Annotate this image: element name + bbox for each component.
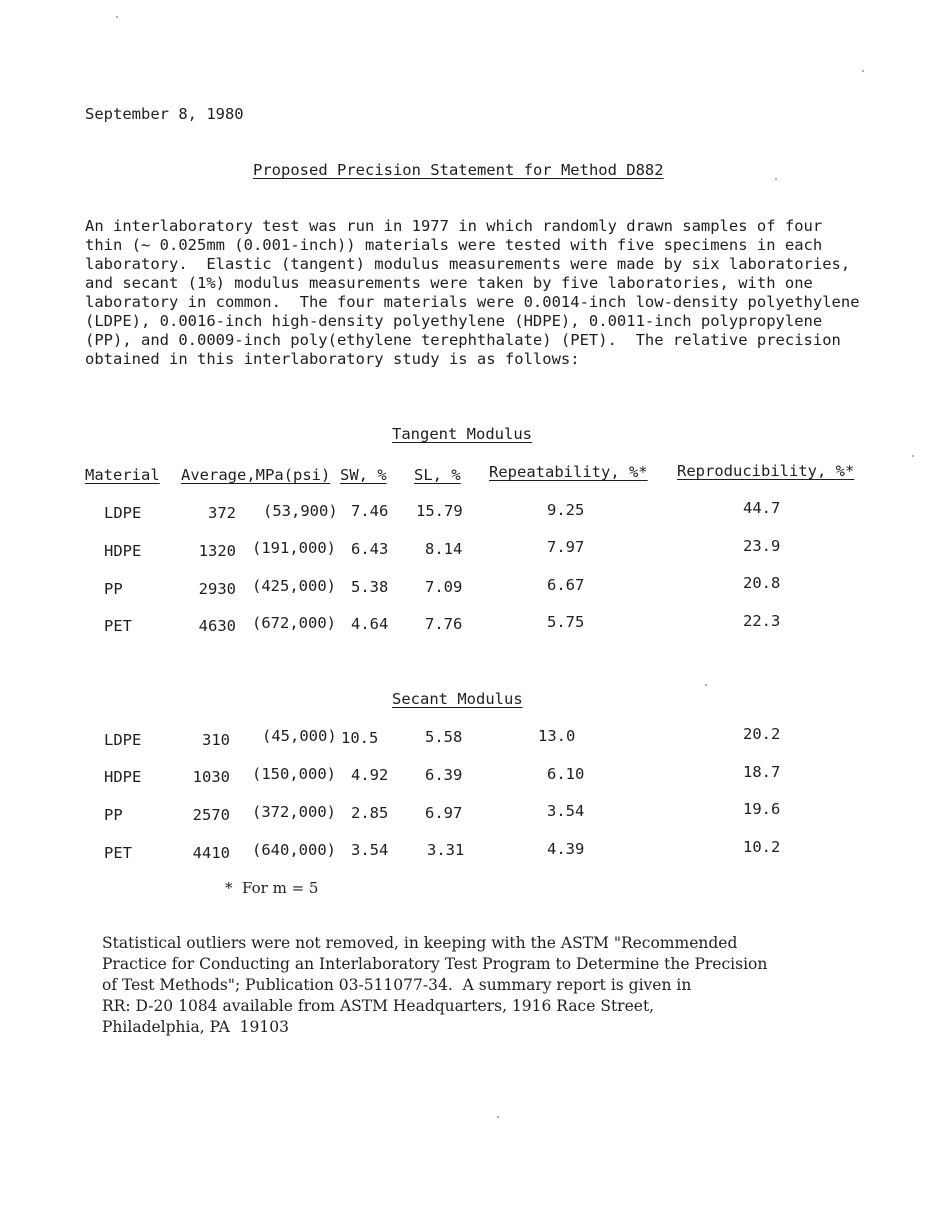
table-cell-psi: (191,000) <box>252 539 336 557</box>
scan-speck <box>912 455 914 457</box>
table-cell-sw: 6.43 <box>351 540 389 558</box>
paragraph-line: (PP), and 0.0009-inch poly(ethylene terephthalate) (PET). The relative precision <box>85 331 841 349</box>
paragraph-line: thin (~ 0.025mm (0.001-inch)) materials were tested with five specimens in each <box>85 236 823 254</box>
table-cell-material: LDPE <box>104 504 142 522</box>
table-cell-material: HDPE <box>104 768 142 786</box>
document-title: Proposed Precision Statement for Method D882 <box>253 161 664 179</box>
header-repeatability: Repeatability, %* <box>489 463 648 481</box>
table-cell-psi: (150,000) <box>252 765 336 783</box>
table-cell-sl: 15.79 <box>416 502 463 520</box>
header-sw: SW, % <box>340 466 387 484</box>
table-cell-material: PP <box>104 580 123 598</box>
table-cell-repeatability: 4.39 <box>547 840 585 858</box>
header-sl: SL, % <box>414 466 461 484</box>
table-cell-reproducibility: 19.6 <box>743 800 781 818</box>
paragraph-line: An interlaboratory test was run in 1977 in which randomly drawn samples of four <box>85 217 823 235</box>
footer-line: Statistical outliers were not removed, in keeping with the ASTM "Recommended <box>102 934 738 952</box>
table-cell-reproducibility: 20.2 <box>743 725 781 743</box>
paragraph-line: and secant (1%) modulus measurements were taken by five laboratories, with one <box>85 274 813 292</box>
header-material: Material <box>85 466 160 484</box>
table-cell-sw: 3.54 <box>351 841 389 859</box>
table-cell-sw: 7.46 <box>351 502 389 520</box>
table-cell-sl: 7.76 <box>425 615 463 633</box>
scan-speck <box>705 684 707 686</box>
table-cell-sl: 8.14 <box>425 540 463 558</box>
table-cell-sw: 4.64 <box>351 615 389 633</box>
table-cell-repeatability: 5.75 <box>547 613 585 631</box>
paragraph-line: laboratory in common. The four materials were 0.0014-inch low-density polyethylene <box>85 293 860 311</box>
scan-speck <box>862 70 864 72</box>
footer-line: RR: D-20 1084 available from ASTM Headquarters, 1916 Race Street, <box>102 997 655 1015</box>
intro-paragraph <box>85 217 885 369</box>
table-cell-psi: (372,000) <box>252 803 336 821</box>
table-cell-psi: (425,000) <box>252 577 336 595</box>
table-cell-mpa: 372 <box>208 504 236 522</box>
secant-modulus-heading: Secant Modulus <box>392 690 523 708</box>
table-cell-sw: 5.38 <box>351 578 389 596</box>
scan-speck <box>497 1116 499 1118</box>
scan-speck <box>775 178 777 180</box>
tangent-modulus-heading: Tangent Modulus <box>392 425 532 443</box>
table-cell-reproducibility: 10.2 <box>743 838 781 856</box>
table-cell-psi: (640,000) <box>252 841 336 859</box>
table-cell-reproducibility: 23.9 <box>743 537 781 555</box>
scan-speck <box>116 16 118 18</box>
table-cell-sw: 4.92 <box>351 766 389 784</box>
table-cell-repeatability: 3.54 <box>547 802 585 820</box>
table-footnote: * For m = 5 <box>225 879 319 897</box>
table-cell-mpa: 4410 <box>192 844 230 862</box>
table-cell-reproducibility: 44.7 <box>743 499 781 517</box>
header-average: Average,MPa(psi) <box>181 466 331 484</box>
footer-line: Practice for Conducting an Interlaboratory Test Program to Determine the Precision <box>102 955 768 973</box>
document-date: September 8, 1980 <box>85 105 244 123</box>
footer-line: Philadelphia, PA 19103 <box>102 1018 289 1036</box>
table-cell-reproducibility: 22.3 <box>743 612 781 630</box>
table-cell-reproducibility: 20.8 <box>743 574 781 592</box>
table-cell-mpa: 2570 <box>192 806 230 824</box>
table-cell-sw: 2.85 <box>351 804 389 822</box>
table-cell-material: PET <box>104 844 132 862</box>
table-cell-repeatability: 9.25 <box>547 501 585 519</box>
table-cell-mpa: 1320 <box>198 542 236 560</box>
footer-paragraph <box>102 933 767 1038</box>
table-cell-mpa: 4630 <box>198 617 236 635</box>
table-cell-reproducibility: 18.7 <box>743 763 781 781</box>
table-cell-mpa: 2930 <box>198 580 236 598</box>
table-cell-repeatability: 13.0 <box>538 727 576 745</box>
table-cell-psi: (53,900) <box>263 502 338 520</box>
paragraph-line: (LDPE), 0.0016-inch high-density polyethylene (HDPE), 0.0011-inch polypropylene <box>85 312 823 330</box>
table-cell-psi: (672,000) <box>252 614 336 632</box>
footer-line: of Test Methods"; Publication 03-511077-34. A summary report is given in <box>102 976 692 994</box>
table-cell-sl: 6.39 <box>425 766 463 784</box>
table-cell-sl: 6.97 <box>425 804 463 822</box>
table-cell-sl: 5.58 <box>425 728 463 746</box>
paragraph-line: laboratory. Elastic (tangent) modulus measurements were made by six laboratories, <box>85 255 851 273</box>
table-cell-repeatability: 6.10 <box>547 765 585 783</box>
table-cell-sl: 3.31 <box>427 841 465 859</box>
table-cell-sw: 10.5 <box>341 729 379 747</box>
table-cell-sl: 7.09 <box>425 578 463 596</box>
table-cell-material: PP <box>104 806 123 824</box>
table-cell-material: HDPE <box>104 542 142 560</box>
table-cell-psi: (45,000) <box>262 727 337 745</box>
table-cell-repeatability: 6.67 <box>547 576 585 594</box>
table-cell-repeatability: 7.97 <box>547 538 585 556</box>
table-cell-material: LDPE <box>104 731 142 749</box>
table-cell-material: PET <box>104 617 132 635</box>
paragraph-line: obtained in this interlaboratory study is as follows: <box>85 350 580 368</box>
table-cell-mpa: 1030 <box>192 768 230 786</box>
header-reproducibility: Reproducibility, %* <box>677 462 855 480</box>
table-cell-mpa: 310 <box>202 731 230 749</box>
